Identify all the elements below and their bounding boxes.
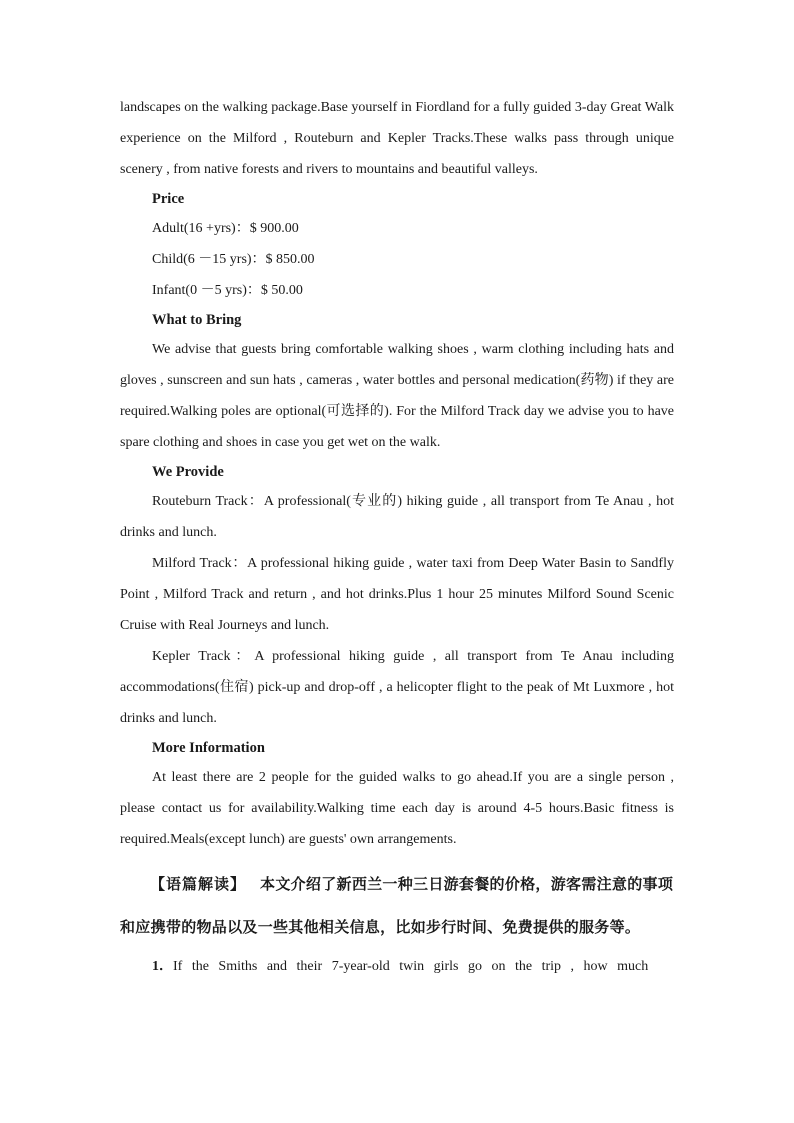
price-item-infant: Infant(0 －5 yrs)：$ 50.00 <box>152 283 303 298</box>
provide-milford: Milford Track：A professional hiking guide , water taxi from Deep Water Basin to Sandfly Point , Milford Track and return , and hot drinks.Plus 1 hour 25 minutes Milford Sound Scenic Cruise with Real Journeys and lunch. <box>120 556 674 633</box>
question-text: If the Smiths and their 7-year-old twin girls go on the trip , how much <box>173 959 649 974</box>
question-1 <box>120 953 674 981</box>
routeburn-text-a: Routeburn Track：A professional( <box>152 494 351 509</box>
bring-paragraph <box>120 334 674 458</box>
kepler-text-a: Kepler Track：A professional hiking guide , all transport from Te Anau including accommodations( <box>120 649 674 695</box>
provide-heading: We Provide <box>152 464 224 480</box>
kepler-text-b: ) pick-up and drop-off , a helicopter flight to the peak of Mt Luxmore , hot drinks and lunch. <box>120 680 675 726</box>
bring-text-a: We advise that guests bring comfortable walking shoes , warm clothing including hats and gloves , sunscreen and sun hats , cameras , water bottles and personal medication( <box>120 342 674 388</box>
price-heading: Price <box>152 191 185 207</box>
analysis-text: 本文介绍了新西兰一种三日游套餐的价格，游客需注意的事项和应携带的物品以及一些其他相关信息，比如步行时间、免费提供的服务等。 <box>120 875 674 936</box>
price-item-child: Child(6 －15 yrs)：$ 850.00 <box>152 252 315 267</box>
routeburn-text-b: ) hiking guide , all transport from Te Anau , hot drinks and lunch. <box>120 494 674 540</box>
bring-heading: What to Bring <box>152 312 242 328</box>
intro-paragraph: landscapes on the walking package.Base yourself in Fiordland for a fully guided 3-day Great Walk experience on the Milford , Routeburn and Kepler Tracks.These walks pass through unique scenery , from native forests and rivers to mountains and beautiful valleys. <box>120 100 674 177</box>
bring-text-b: ) if they are required.Walking poles are optional( <box>120 373 674 419</box>
more-paragraph: At least there are 2 people for the guided walks to go ahead.If you are a single person , please contact us for availability.Walking time each day is around 4-5 hours.Basic fitness is required.Meals(except lunch) are guests' own arrangements. <box>120 770 674 847</box>
analysis-tag: 【语篇解读】 <box>150 875 247 893</box>
bring-gloss-medication: 药物 <box>580 372 609 388</box>
routeburn-gloss: 专业的 <box>350 493 398 509</box>
provide-routeburn <box>120 486 674 548</box>
document-page <box>120 92 674 981</box>
provide-kepler <box>120 641 674 734</box>
bring-gloss-optional: 可选择的 <box>326 403 385 419</box>
kepler-gloss: 住宿 <box>219 679 249 695</box>
question-number: 1． <box>152 959 173 974</box>
passage-analysis <box>120 863 674 949</box>
more-heading: More Information <box>152 740 265 756</box>
price-item-adult: Adult(16 +yrs)：$ 900.00 <box>152 221 299 236</box>
bring-text-c: ). For the Milford Track day we advise you to have spare clothing and shoes in case you get wet on the walk. <box>120 404 675 450</box>
